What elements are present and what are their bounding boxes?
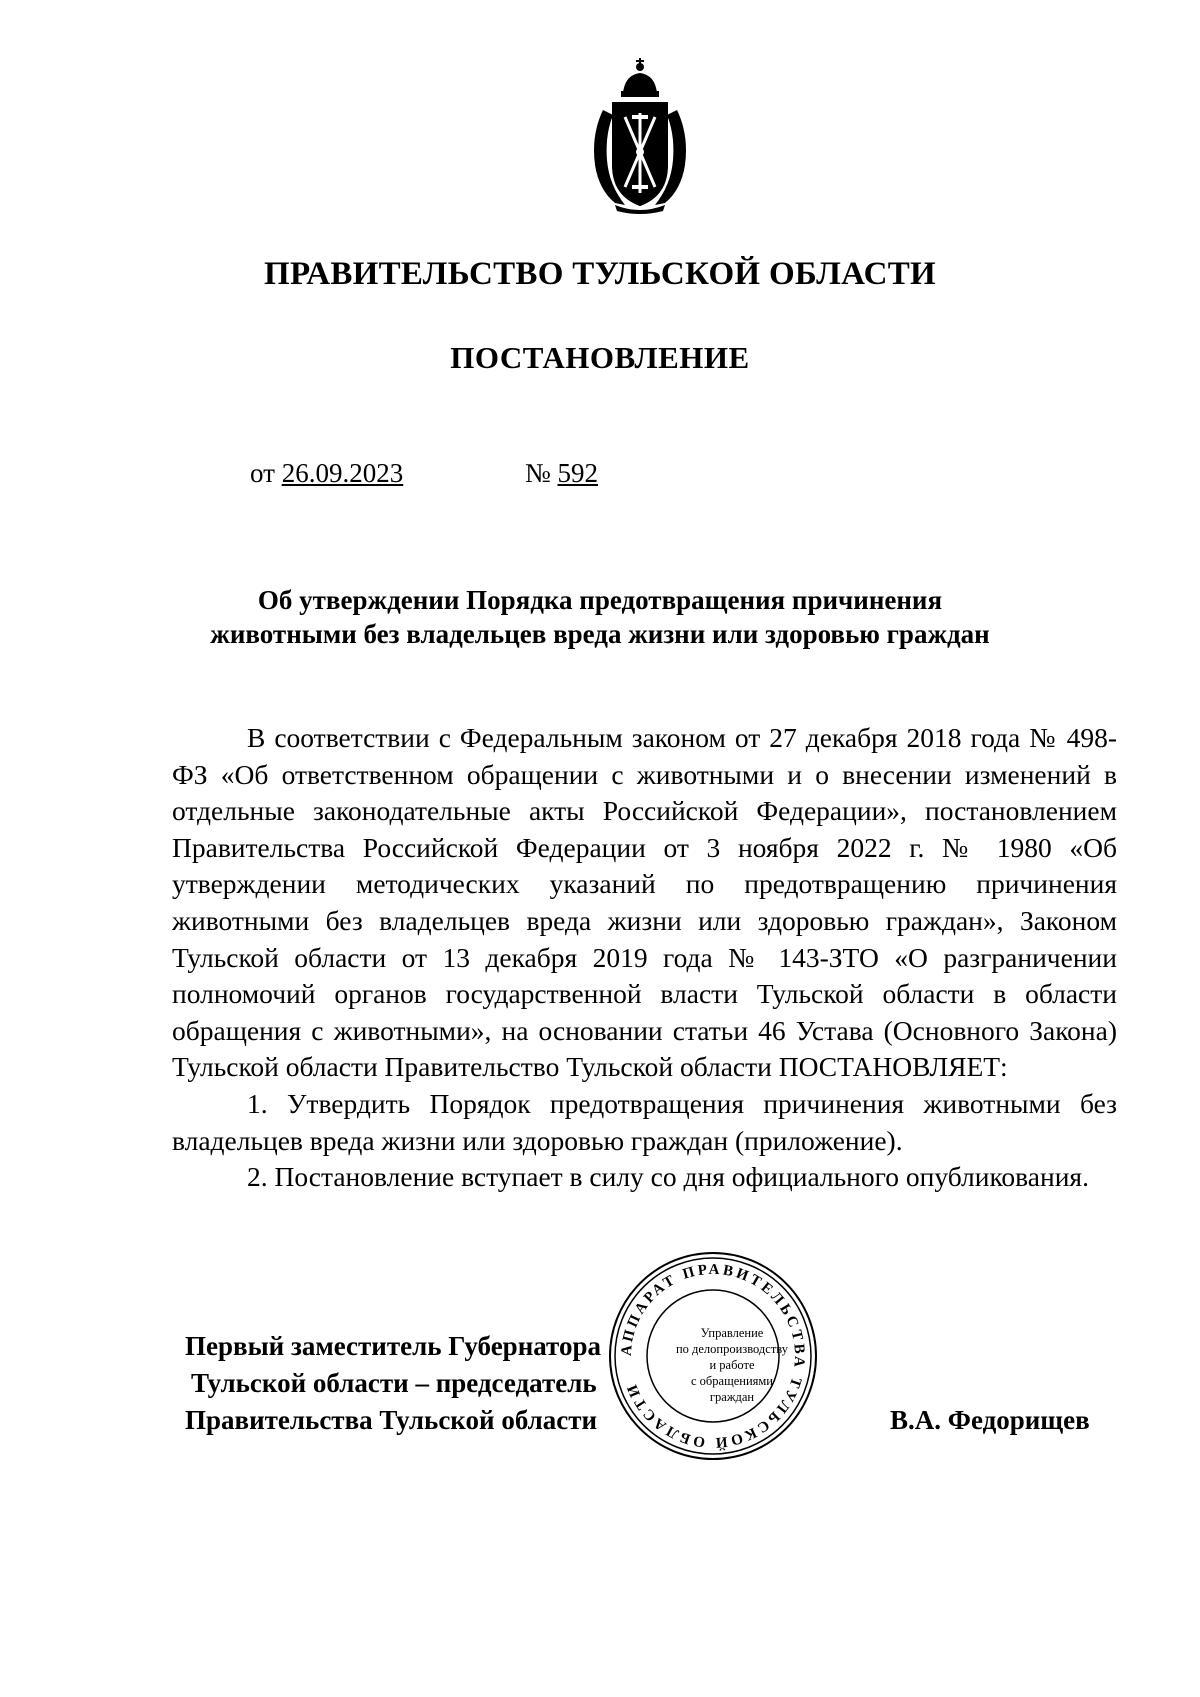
item-1-paragraph: 1. Утвердить Порядок предотвращения причинения животными без владельцев вреда жизни или здоровью граждан (приложение). [172, 1087, 1117, 1156]
date-value: 26.09.2023 [281, 458, 404, 488]
document-date [250, 458, 403, 489]
document-number [525, 458, 598, 489]
document-type: ПОСТАНОВЛЕНИЕ [450, 340, 750, 375]
document-body [172, 720, 1117, 1196]
position-line-1: Первый заместитель Губернатора [185, 1331, 601, 1361]
government-title: ПРАВИТЕЛЬСТВО ТУЛЬСКОЙ ОБЛАСТИ [264, 256, 936, 292]
seal-line-4: с обращениями [691, 1374, 773, 1388]
seal-line-5: граждан [709, 1390, 755, 1404]
signatory-position [185, 1328, 601, 1439]
signatory-name: В.А. Федорищев [890, 1405, 1090, 1435]
number-label: № [525, 458, 551, 488]
seal-line-3: и работе [709, 1358, 755, 1372]
date-label: от [250, 458, 275, 488]
coat-of-arms-icon [585, 55, 695, 215]
position-line-2: Тульской области – председатель [191, 1368, 597, 1398]
preamble-paragraph: В соответствии с Федеральным законом от 27 декабря 2018 года № 498-ФЗ «Об ответственном обращении с животными и о внесении изменений в отдельные законодательные акты Российской Федерации», постановлением Правительства Российской Федерации от 3 ноября 2022 г. № 1980 «Об утверждении методических указаний по предотвращению причинения животными без владельцев вреда жизни или здоровью граждан», Законом Тульской области от 13 декабря 2019 года № 143-ЗТО «О разграничении полномочий органов государственной власти Тульской области в области обращения с животными», на основании статьи 46 Устава (Основного Закона) Тульской области Правительство Тульской области ПОСТАНОВЛЯЕТ: [172, 722, 1117, 1083]
document-subject [0, 583, 1200, 651]
seal-center-text [662, 1325, 802, 1405]
seal-line-2: по делопроизводству [675, 1342, 789, 1356]
number-value: 592 [557, 458, 599, 488]
position-line-3: Правительства Тульской области [185, 1405, 598, 1435]
seal-line-1: Управление [700, 1326, 764, 1340]
seal-ring-text: АППАРАТ ПРАВИТЕЛЬСТВА ТУЛЬСКОЙ ОБЛАСТИ [618, 1261, 808, 1451]
item-2-paragraph: 2. Постановление вступает в силу со дня официального опубликования. [247, 1161, 1089, 1193]
subject-line-1: Об утверждении Порядка предотвращения причинения [257, 585, 943, 615]
subject-line-2: животными без владельцев вреда жизни или здоровью граждан [210, 619, 990, 649]
